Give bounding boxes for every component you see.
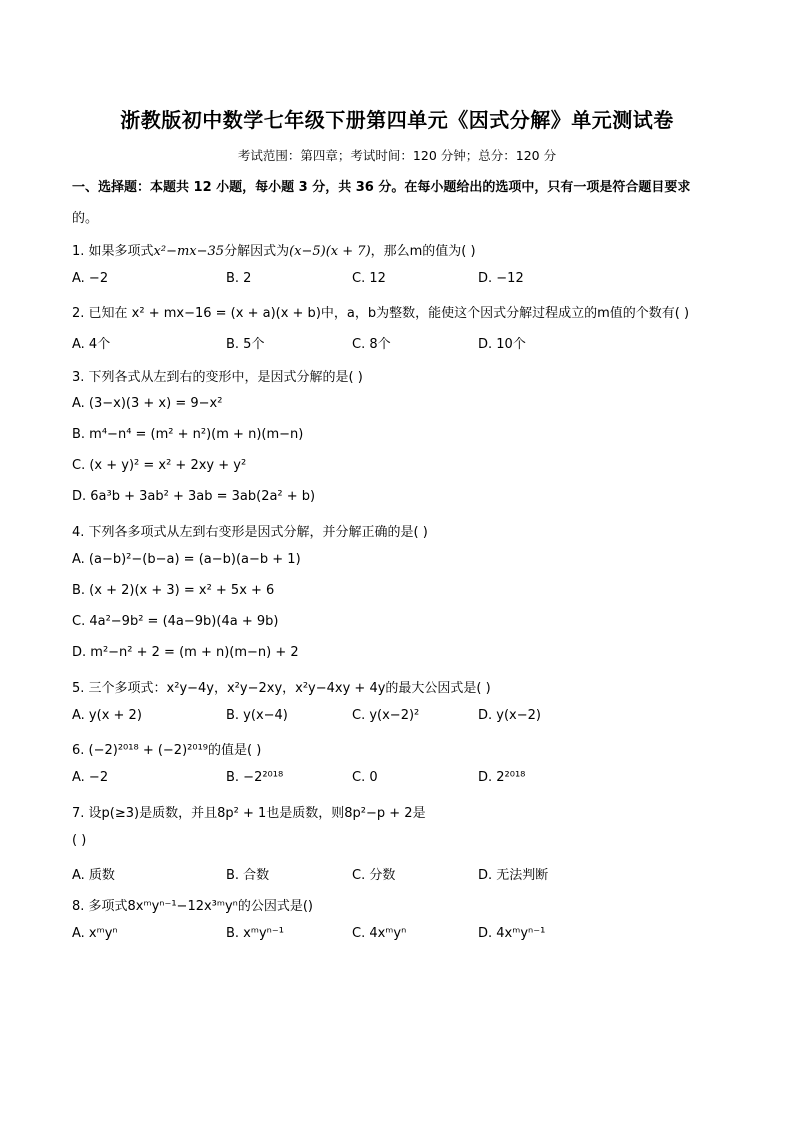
question-1-stem [72,240,476,259]
question-3-stem: 3. 下列各式从左到右的变形中，是因式分解的是( ) [72,370,363,385]
question-7-stem: 7. 设p(≥3)是质数，并且8p² + 1也是质数，则8p²−p + 2是 [72,806,426,821]
section-heading-line1: 一、选择题：本题共 12 小题，每小题 3 分，共 36 分。在每小题给出的选项中，只有一项是符合题目要求 [72,180,691,195]
q1-option-c: C. 12 [352,271,386,286]
q1-math2: (x−5)(x + 7) [289,244,371,259]
q8-option-d: D. 4xᵐyⁿ⁻¹ [478,926,546,941]
section-heading-line2: 的。 [72,211,99,226]
question-6-stem: 6. (−2)²⁰¹⁸ + (−2)²⁰¹⁹的值是( ) [72,743,262,758]
q7-option-c: C. 分数 [352,868,396,883]
q1-pre: 1. 如果多项式 [72,244,154,259]
q5-option-c: C. y(x−2)² [352,708,420,723]
q1-mid: 分解因式为 [224,244,290,259]
q5-option-a: A. y(x + 2) [72,708,142,723]
q6-option-d: D. 2²⁰¹⁸ [478,770,526,785]
q1-math: x²−mx−35 [153,244,225,259]
q2-option-b: B. 5个 [226,337,265,352]
q1-option-b: B. 2 [226,271,252,286]
q2-option-d: D. 10个 [478,337,526,352]
q8-option-a: A. xᵐyⁿ [72,926,118,941]
question-2-stem: 2. 已知在 x² + mx−16 = (x + a)(x + b)中，a，b为整数，能使这个因式分解过程成立的m值的个数有( ) [72,306,690,321]
q7-option-b: B. 合数 [226,868,270,883]
question-8-stem: 8. 多项式8xᵐyⁿ⁻¹−12x³ᵐyⁿ的公因式是() [72,899,314,914]
q4-option-a: A. (a−b)²−(b−a) = (a−b)(a−b + 1) [72,552,301,567]
question-7-stem-cont: ( ) [72,833,87,848]
exam-info: 考试范围：第四章；考试时间：120 分钟；总分：120 分 [237,148,557,163]
q4-option-c: C. 4a²−9b² = (4a−9b)(4a + 9b) [72,614,279,629]
q7-option-a: A. 质数 [72,868,115,883]
q2-option-c: C. 8个 [352,337,391,352]
q1-post: ，那么m的值为( ) [370,244,476,259]
q3-option-c: C. (x + y)² = x² + 2xy + y² [72,458,247,473]
q8-option-c: C. 4xᵐyⁿ [352,926,407,941]
q1-option-a: A. −2 [72,271,109,286]
q3-option-d: D. 6a³b + 3ab² + 3ab = 3ab(2a² + b) [72,489,316,504]
q3-option-b: B. m⁴−n⁴ = (m² + n²)(m + n)(m−n) [72,427,304,442]
q6-option-b: B. −2²⁰¹⁸ [226,770,284,785]
q1-option-d: D. −12 [478,271,524,286]
q7-option-d: D. 无法判断 [478,868,549,883]
q6-option-a: A. −2 [72,770,109,785]
q2-option-a: A. 4个 [72,337,111,352]
q5-option-b: B. y(x−4) [226,708,288,723]
q5-option-d: D. y(x−2) [478,708,541,723]
q6-option-c: C. 0 [352,770,378,785]
q4-option-d: D. m²−n² + 2 = (m + n)(m−n) + 2 [72,645,299,660]
question-4-stem: 4. 下列各多项式从左到右变形是因式分解，并分解正确的是( ) [72,525,428,540]
page-title: 浙教版初中数学七年级下册第四单元《因式分解》单元测试卷 [120,108,674,132]
q4-option-b: B. (x + 2)(x + 3) = x² + 5x + 6 [72,583,275,598]
q8-option-b: B. xᵐyⁿ⁻¹ [226,926,284,941]
question-5-stem: 5. 三个多项式：x²y−4y，x²y−2xy，x²y−4xy + 4y的最大公因式是( ) [72,681,491,696]
q3-option-a: A. (3−x)(3 + x) = 9−x² [72,396,223,411]
